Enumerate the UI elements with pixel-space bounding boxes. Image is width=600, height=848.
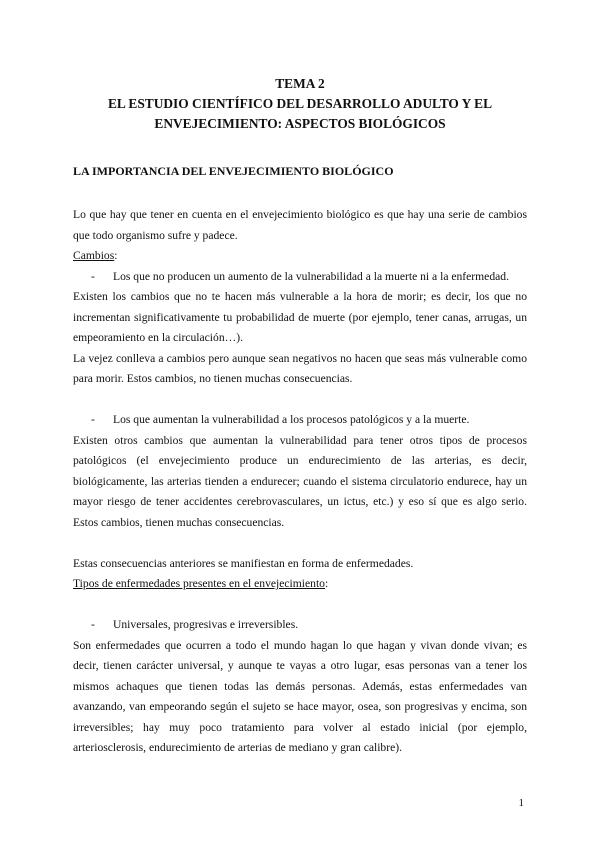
paragraph: Existen otros cambios que aumentan la vulnerabilidad para tener otros tipos de procesos patológicos (el envejecimiento produce un endurecimiento de las arterias, es decir, biológicamente, las arterias tienden a endurecer; cuando el sistema circulatorio endurece, hay un mayor riesgo de tener accidentes cerebrovasculares, un ictus, etc.) y eso sí que es algo serio. Estos cambios, tienen muchas consecuencias.	[73, 433, 527, 529]
bullet-item	[73, 410, 527, 431]
bullet-dash: -	[91, 618, 95, 631]
tipos-label: Tipos de enfermedades presentes en el envejecimiento	[73, 577, 325, 590]
cambios-label: Cambios	[73, 249, 115, 262]
cambios-heading: Cambios:	[73, 249, 118, 262]
topic-label: TEMA 2	[275, 76, 325, 91]
paragraph: La vejez conlleva a cambios pero aunque sean negativos no hacen que seas más vulnerable como para morir. Estos cambios, no tienen muchas consecuencias.	[73, 351, 527, 385]
title-block	[0, 74, 600, 134]
bullet-text: Los que no producen un aumento de la vulnerabilidad a la muerte ni a la enfermedad.	[113, 269, 509, 283]
title-line-2: ENVEJECIMIENTO: ASPECTOS BIOLÓGICOS	[154, 116, 446, 131]
title-line-1: EL ESTUDIO CIENTÍFICO DEL DESARROLLO ADULTO Y EL	[107, 96, 493, 111]
paragraph: Estas consecuencias anteriores se manifiestan en forma de enfermedades.	[73, 556, 414, 570]
spacer	[73, 533, 527, 554]
paragraph: Existen los cambios que no te hacen más vulnerable a la hora de morir; es decir, los que no incrementan significativamente tu probabilidad de muerte (por ejemplo, tener canas, arrugas, un empeoramiento en la circulación…).	[73, 290, 527, 344]
bullet-dash: -	[91, 413, 95, 426]
bullet-text: Los que aumentan la vulnerabilidad a los procesos patológicos y a la muerte.	[113, 413, 470, 426]
bullet-item	[73, 267, 527, 288]
bullet-text: Universales, progresivas e irreversibles.	[113, 618, 299, 631]
paragraph: Son enfermedades que ocurren a todo el mundo hagan lo que hagan y vivan donde vivan; es decir, tienen carácter universal, y aunque te vayas a otro lugar, esas personas van a tener los mismos achaques que tienen todas las demás personas. Además, estas enfermedades van avanzando, van empeorando según el sujeto se hace mayor, osea, son progresivas y encima, son irreversibles; hay muy poco tratamiento para volver al estado inicial (por ejemplo, arteriosclerosis, endurecimiento de arterias de mediano y gran calibre).	[73, 638, 527, 754]
document-body	[73, 205, 527, 759]
tipos-heading: Tipos de enfermedades presentes en el envejecimiento:	[73, 577, 329, 590]
section-heading: LA IMPORTANCIA DEL ENVEJECIMIENTO BIOLÓGICO	[73, 164, 394, 178]
page-number: 1	[518, 797, 524, 809]
intro-paragraph: Lo que hay que tener en cuenta en el envejecimiento biológico es que hay una serie de cambios que todo organismo sufre y padece.	[73, 208, 527, 242]
bullet-dash: -	[91, 269, 95, 283]
spacer	[73, 595, 527, 616]
bullet-item	[73, 615, 527, 636]
spacer	[73, 390, 527, 411]
